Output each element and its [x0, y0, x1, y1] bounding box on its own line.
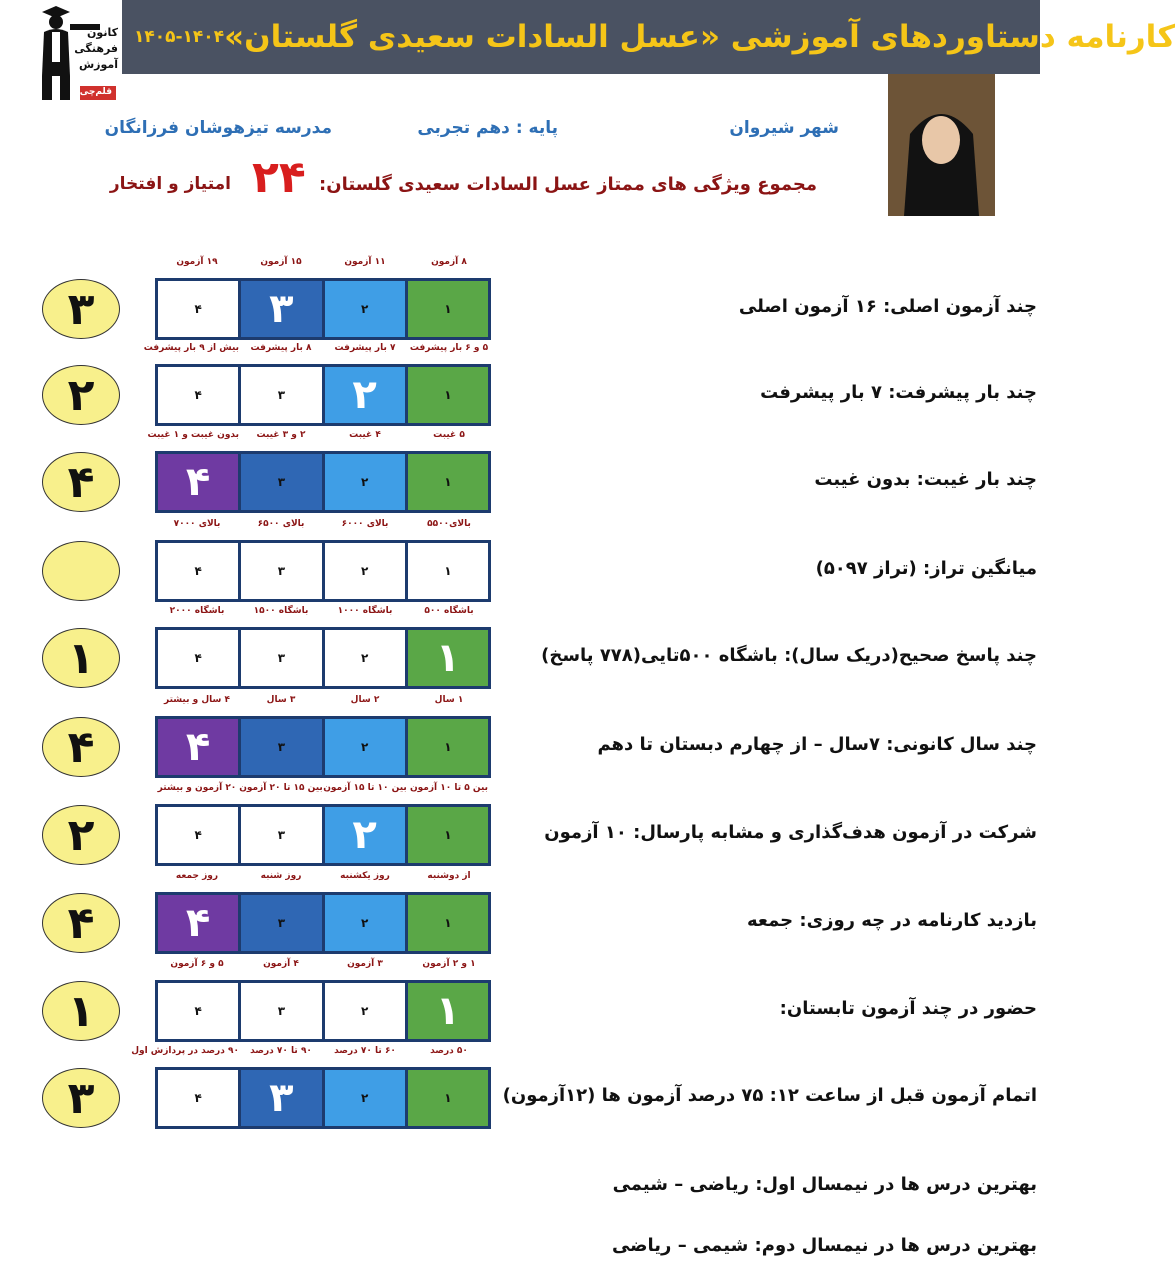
caption-row [155, 871, 491, 885]
tier-caption: ۸ آزمون [431, 257, 467, 267]
criterion-label: چند بار پیشرفت: ۷ بار پیشرفت [760, 382, 1037, 403]
criterion-label: چند بار غیبت: بدون غیبت [814, 469, 1037, 490]
tier-caption: ۵ و ۶ آزمون [170, 959, 224, 969]
tier-box-row [155, 716, 491, 778]
tier-cell: ۱ [408, 367, 488, 423]
tier-cell: ۱ [408, 1070, 488, 1126]
tier-caption: ۲۰ آزمون و بیشتر [157, 783, 237, 793]
tier-cell: ۳ [241, 543, 321, 599]
student-photo [888, 74, 995, 216]
tier-cell: ۲ [325, 543, 405, 599]
tier-cell: ۲ [325, 281, 405, 337]
tier-caption: بیش از ۹ بار پیشرفت [143, 343, 239, 353]
tier-cell: ۴ [158, 543, 238, 599]
tier-box-row [155, 627, 491, 689]
tier-cell: ۲ [325, 630, 405, 686]
logo-line-2: فرهنگی [74, 42, 118, 55]
criterion-label: شرکت در آزمون هدف‌گذاری و مشابه پارسال: ۱۰ آزمون [544, 822, 1037, 843]
tier-cell: ۱ [408, 543, 488, 599]
tier-cell: ۴ [158, 281, 238, 337]
best-subjects-second: بهترین درس ها در نیمسال دوم: شیمی – ریاضی [611, 1235, 1037, 1256]
criterion-label: حضور در چند آزمون تابستان: [779, 998, 1037, 1019]
tier-caption: بالای ۶۰۰۰ [341, 519, 389, 529]
logo-line-1: کانون [87, 26, 118, 39]
tier-cell: ۱ [408, 454, 488, 510]
best-subjects-first: بهترین درس ها در نیمسال اول: ریاضی – شیمی [612, 1174, 1037, 1195]
caption-row [155, 783, 491, 797]
caption-row [131, 1046, 491, 1060]
criterion-label: چند آزمون اصلی: ۱۶ آزمون اصلی [738, 296, 1037, 317]
tier-cell: ۳ [241, 367, 321, 423]
tier-cell: ۴ [158, 807, 238, 863]
tier-cell: ۱ [408, 807, 488, 863]
caption-row [143, 343, 491, 357]
tier-caption: ۱۹ آزمون [176, 257, 218, 267]
tier-caption: بین ۱۰ تا ۱۵ آزمون [323, 783, 407, 793]
caption-row [155, 695, 491, 709]
criterion-label: چند پاسخ صحیح(دریک سال): باشگاه ۵۰۰تایی(۷۷۸ پاسخ) [541, 645, 1037, 666]
score-badge: ۴ [42, 452, 120, 512]
tier-cell: ۳ [241, 630, 321, 686]
tier-cell-achieved: ۴ [158, 719, 238, 775]
score-badge [42, 541, 120, 601]
score-badge: ۱ [42, 981, 120, 1041]
tier-caption: باشگاه ۱۰۰۰ [337, 606, 393, 616]
criterion-label: چند سال کانونی: ۷سال – از چهارم دبستان تا دهم [597, 734, 1037, 755]
tier-caption: ۱ و ۲ آزمون [422, 959, 476, 969]
tier-cell-achieved: ۱ [408, 983, 488, 1039]
score-badge: ۴ [42, 893, 120, 953]
tier-box-row [155, 540, 491, 602]
tier-caption: بالای ۷۰۰۰ [173, 519, 221, 529]
tier-caption: بین ۵ تا ۱۰ آزمون [409, 783, 489, 793]
caption-row [155, 257, 491, 271]
tier-cell: ۲ [325, 719, 405, 775]
tier-caption: بین ۱۵ تا ۲۰ آزمون [239, 783, 323, 793]
tier-caption: باشگاه ۲۰۰۰ [169, 606, 225, 616]
score-badge: ۴ [42, 717, 120, 777]
tier-caption: ۱ سال [434, 695, 464, 705]
tier-cell: ۲ [325, 1070, 405, 1126]
tier-box-row [155, 804, 491, 866]
tier-caption: بالای ۶۵۰۰ [257, 519, 305, 529]
tier-caption: باشگاه ۱۵۰۰ [253, 606, 309, 616]
student-school: مدرسه تیزهوشان فرزانگان [104, 118, 332, 138]
caption-row [155, 606, 491, 620]
criterion-label: بازدید کارنامه در چه روزی: جمعه [747, 910, 1037, 931]
tier-cell: ۳ [241, 895, 321, 951]
tier-caption: ۵ و ۶ بار پیشرفت [409, 343, 489, 353]
logo-badge: قلم‌چی [79, 87, 112, 97]
tier-caption: ۲ و ۳ غیبت [256, 430, 306, 440]
tier-cell-achieved: ۴ [158, 454, 238, 510]
tier-box-row [155, 892, 491, 954]
criterion-label: میانگین تراز: (تراز ۵۰۹۷) [815, 558, 1037, 579]
tier-cell: ۴ [158, 630, 238, 686]
logo-line-3: آموزش [79, 58, 118, 71]
score-badge: ۱ [42, 628, 120, 688]
kanoon-logo [34, 2, 120, 102]
tier-cell-achieved: ۱ [408, 630, 488, 686]
tier-cell-achieved: ۲ [325, 367, 405, 423]
caption-row [155, 959, 491, 973]
tier-caption: ۴ غیبت [349, 430, 381, 440]
score-badge: ۲ [42, 805, 120, 865]
tier-caption: ۳ سال [266, 695, 296, 705]
tier-caption: ۶۰ تا ۷۰ درصد [334, 1046, 396, 1056]
caption-row [147, 430, 491, 444]
tier-cell: ۲ [325, 454, 405, 510]
tier-caption: ۵۰ درصد [430, 1046, 468, 1056]
tier-caption: ۳ آزمون [347, 959, 383, 969]
tier-caption: باشگاه ۵۰۰ [424, 606, 474, 616]
total-value: ۲۴ [252, 152, 306, 203]
tier-caption: ۴ سال و بیشتر [163, 695, 231, 705]
tier-cell: ۳ [241, 719, 321, 775]
tier-cell: ۱ [408, 281, 488, 337]
tier-caption: روز یکشنبه [340, 871, 390, 881]
total-label: مجموع ویژگی های ممتاز عسل السادات سعیدی گلستان: [319, 174, 817, 195]
tier-cell: ۲ [325, 895, 405, 951]
score-badge: ۳ [42, 1068, 120, 1128]
header-title: کارنامه دستاوردهای آموزشی «عسل السادات سعیدی گلستان» [224, 19, 1175, 55]
tier-caption: از دوشنبه [427, 871, 471, 881]
tier-caption: ۸ بار پیشرفت [250, 343, 312, 353]
caption-row [155, 519, 491, 533]
tier-caption: ۲ سال [350, 695, 380, 705]
tier-cell: ۲ [325, 983, 405, 1039]
tier-cell: ۴ [158, 1070, 238, 1126]
tier-caption: روز جمعه [175, 871, 219, 881]
tier-caption: ۱۵ آزمون [260, 257, 302, 267]
student-city: شهر شیروان [729, 118, 839, 138]
tier-cell-achieved: ۳ [241, 281, 321, 337]
total-unit: امتیاز و افتخار [109, 174, 231, 194]
tier-cell: ۴ [158, 983, 238, 1039]
tier-box-row [155, 1067, 491, 1129]
tier-caption: ۷ بار پیشرفت [334, 343, 396, 353]
tier-cell: ۳ [241, 454, 321, 510]
tier-caption: ۹۰ درصد در پردازش اول [131, 1046, 239, 1056]
tier-caption: ۹۰ تا ۷۰ درصد [250, 1046, 312, 1056]
tier-cell-achieved: ۲ [325, 807, 405, 863]
header-bar [122, 0, 1175, 74]
tier-caption: ۴ آزمون [263, 959, 299, 969]
tier-cell: ۱ [408, 895, 488, 951]
tier-box-row [155, 364, 491, 426]
tier-caption: بالای۵۵۰۰ [427, 519, 471, 529]
tier-caption: بدون غیبت و ۱ غیبت [147, 430, 239, 440]
tier-cell: ۳ [241, 983, 321, 1039]
header-years: ۱۴۰۵-۱۴۰۴ [134, 27, 225, 47]
criterion-label: اتمام آزمون قبل از ساعت ۱۲: ۷۵ درصد آزمون ها (۱۲آزمون) [502, 1085, 1037, 1106]
tier-cell-achieved: ۴ [158, 895, 238, 951]
score-badge: ۲ [42, 365, 120, 425]
tier-box-row [155, 451, 491, 513]
student-grade: پایه : دهم تجربی [417, 118, 558, 138]
tier-cell: ۴ [158, 367, 238, 423]
tier-cell: ۳ [241, 807, 321, 863]
tier-caption: روز شنبه [260, 871, 302, 881]
tier-cell-achieved: ۳ [241, 1070, 321, 1126]
score-badge: ۳ [42, 279, 120, 339]
tier-caption: ۱۱ آزمون [344, 257, 386, 267]
tier-box-row [155, 278, 491, 340]
tier-cell: ۱ [408, 719, 488, 775]
tier-box-row [155, 980, 491, 1042]
tier-caption: ۵ غیبت [433, 430, 465, 440]
